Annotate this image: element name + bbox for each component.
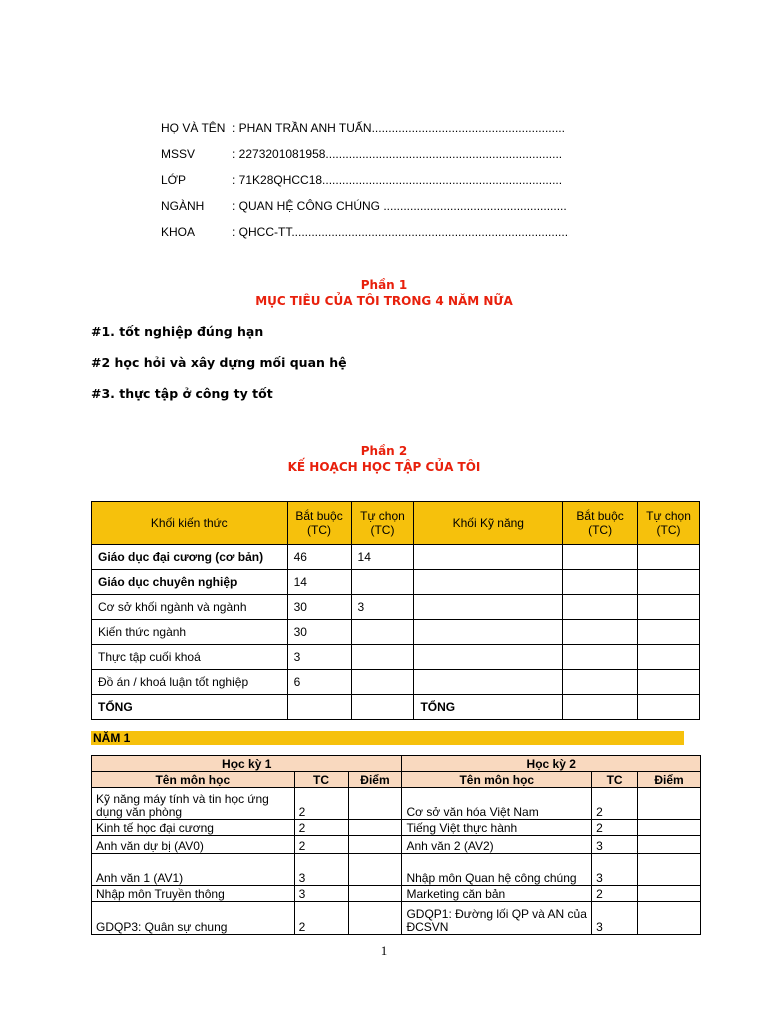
info-value: : 71K28QHCC18........................................................................ [232,173,563,187]
table-row [92,545,700,570]
course-name: Cơ sở văn hóa Việt Nam [402,788,592,820]
header-grade: Điểm [348,772,402,788]
cell [638,695,700,720]
cell: TỔNG [92,695,288,720]
table-row [92,886,701,902]
page-number: 1 [380,943,388,958]
cell: Giáo dục chuyên nghiệp [92,570,288,595]
cell [351,570,414,595]
table-total-row [92,695,700,720]
cell [638,595,700,620]
cell [351,620,414,645]
header-credits: TC [592,772,638,788]
course-name: Kỹ năng máy tính và tin học ứng dụng văn phòng [92,788,295,820]
course-credits: 3 [294,886,348,902]
study-plan-table [91,501,700,720]
cell [351,670,414,695]
course-credits: 2 [592,820,638,836]
goal-item: #1. tốt nghiệp đúng hạn [91,324,264,339]
cell: Thực tập cuối khoá [92,645,288,670]
info-row-name [161,119,568,145]
course-credits: 2 [294,836,348,854]
cell: 3 [351,595,414,620]
cell: 30 [287,595,351,620]
table-row [92,570,700,595]
header-required: Bắt buộc (TC) [287,502,351,545]
cell: Giáo dục đại cương (cơ bản) [92,545,288,570]
table-row [92,670,700,695]
course-name: Anh văn 2 (AV2) [402,836,592,854]
header-knowledge-block: Khối kiến thức [92,502,288,545]
table-row [92,788,701,820]
course-name: Nhập môn Quan hệ công chúng [402,854,592,886]
course-credits: 3 [592,836,638,854]
year1-course-table [91,755,701,935]
cell [414,670,563,695]
info-label: MSSV [161,147,196,161]
column-header-row [92,772,701,788]
cell: Đồ án / khoá luận tốt nghiệp [92,670,288,695]
part1-title: MỤC TIÊU CỦA TÔI TRONG 4 NĂM NỮA [255,294,513,308]
cell [287,695,351,720]
year-label: NĂM 1 [91,731,684,745]
cell [414,595,563,620]
cell [414,570,563,595]
header-credits: TC [294,772,348,788]
cell [414,645,563,670]
course-credits: 2 [294,820,348,836]
info-row-major [161,197,568,223]
cell [563,570,638,595]
header-grade: Điểm [638,772,701,788]
goal-item: #3. thực tập ở công ty tốt [91,386,273,401]
info-value: : QUAN HỆ CÔNG CHÚNG ....................................................... [232,199,567,213]
course-grade [348,854,402,886]
table-row [92,902,701,935]
header-course-name: Tên môn học [92,772,295,788]
info-label: NGÀNH [161,199,205,213]
cell [638,645,700,670]
info-label: KHOA [161,225,196,239]
table-row [92,595,700,620]
cell [638,670,700,695]
course-credits: 3 [592,854,638,886]
header-course-name: Tên môn học [402,772,592,788]
part1-heading: Phần 1 [360,278,408,292]
info-label: HỌ VÀ TÊN [161,121,226,135]
semester1-header: Học kỳ 1 [92,756,402,772]
semester-header-row [92,756,701,772]
course-grade [348,886,402,902]
course-credits: 2 [592,788,638,820]
cell: 3 [287,645,351,670]
course-credits: 2 [294,788,348,820]
course-name: Nhập môn Truyền thông [92,886,295,902]
cell: 14 [287,570,351,595]
course-grade [638,902,701,935]
course-grade [348,788,402,820]
course-grade [638,820,701,836]
course-grade [638,854,701,886]
info-label: LỚP [161,173,186,187]
course-name: GDQP3: Quân sự chung [92,902,295,935]
cell: 30 [287,620,351,645]
cell [638,620,700,645]
table-row [92,854,701,886]
cell: TỔNG [414,695,563,720]
info-row-id [161,145,568,171]
course-credits: 3 [294,854,348,886]
info-value: : QHCC-TT................................................................................... [232,225,569,239]
goals-list [91,323,347,416]
cell [563,620,638,645]
cell [351,645,414,670]
student-info [161,119,568,249]
course-name: Anh văn dự bị (AV0) [92,836,295,854]
info-value: : PHAN TRẦN ANH TUẤN.......................................................... [232,121,565,135]
course-credits: 2 [294,902,348,935]
course-grade [638,886,701,902]
cell: 46 [287,545,351,570]
info-row-faculty [161,223,568,249]
course-name: Kinh tế học đại cương [92,820,295,836]
cell [563,695,638,720]
cell: Cơ sở khối ngành và ngành [92,595,288,620]
course-name: Tiếng Việt thực hành [402,820,592,836]
cell: 6 [287,670,351,695]
cell [414,545,563,570]
cell [351,695,414,720]
table-row [92,836,701,854]
course-name: Anh văn 1 (AV1) [92,854,295,886]
cell [638,570,700,595]
info-value: : 2273201081958....................................................................... [232,147,563,161]
course-grade [348,820,402,836]
info-row-class [161,171,568,197]
course-credits: 3 [592,902,638,935]
course-grade [638,836,701,854]
cell [414,620,563,645]
table-header-row [92,502,700,545]
table-row [92,820,701,836]
part2-heading: Phần 2 [360,444,408,458]
part2-title: KẾ HOẠCH HỌC TẬP CỦA TÔI [287,460,481,474]
course-name: GDQP1: Đường lối QP và AN của ĐCSVN [402,902,592,935]
cell [563,645,638,670]
header-elective: Tự chọn (TC) [351,502,414,545]
semester2-header: Học kỳ 2 [402,756,701,772]
course-credits: 2 [592,886,638,902]
cell [563,595,638,620]
course-name: Marketing căn bản [402,886,592,902]
cell: Kiến thức ngành [92,620,288,645]
cell [638,545,700,570]
cell [563,670,638,695]
table-row [92,620,700,645]
cell [563,545,638,570]
course-grade [348,902,402,935]
header-required: Bắt buộc (TC) [563,502,638,545]
header-elective: Tự chọn (TC) [638,502,700,545]
table-row [92,645,700,670]
course-grade [348,836,402,854]
goal-item: #2 học hỏi và xây dựng mối quan hệ [91,355,347,370]
course-grade [638,788,701,820]
header-skill-block: Khối Kỹ năng [414,502,563,545]
cell: 14 [351,545,414,570]
